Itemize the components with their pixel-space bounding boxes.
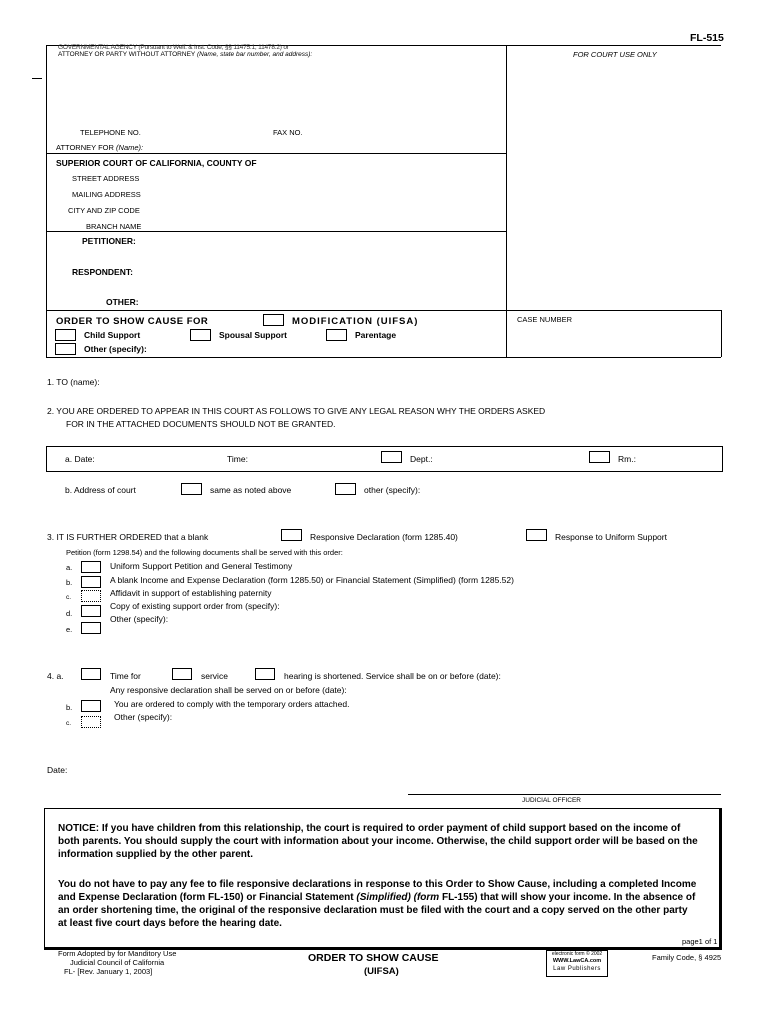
city-zip-label: CITY AND ZIP CODE: [68, 206, 140, 215]
hearing-shortened-label: hearing is shortened. Service shall be on or before (date):: [284, 671, 501, 681]
gov-agency-label: GOVERNMENTAL AGENCY (Pursuant to Welf. & Inst. Code, §§ 11475.1, 11478.2) or: [58, 44, 289, 51]
notice-p2-start: You do not have to pay any fee to file responsive declarations in response to this Order to Show Cause, including a completed Income and Expense Declaration (form FL-150) or Financial Statement: [58, 879, 697, 903]
item4b-letter: b.: [66, 703, 73, 712]
responsive-declaration-label: Responsive Declaration (form 1285.40): [310, 532, 458, 542]
notice-p2-italic: (Simplified) (form: [356, 892, 440, 903]
court-section-rule: [46, 153, 506, 154]
petition-line: Petition (form 1298.54) and the following documents shall be served with this order:: [66, 548, 343, 557]
modification-label: MODIFICATION (UIFSA): [292, 316, 419, 327]
response-uniform-checkbox[interactable]: [526, 529, 547, 541]
item4b-label: You are ordered to comply with the temporary orders attached.: [114, 699, 350, 709]
item3d-checkbox[interactable]: [81, 605, 101, 617]
osc-rule: [46, 310, 721, 311]
modification-checkbox[interactable]: [263, 314, 284, 326]
item3c-checkbox[interactable]: [81, 590, 101, 602]
publisher-stamp: [546, 950, 608, 977]
page-number: page1 of 1: [682, 937, 718, 946]
item4b-checkbox[interactable]: [81, 700, 101, 712]
other-party-label: OTHER:: [106, 297, 139, 307]
child-support-label: Child Support: [84, 330, 141, 340]
parentage-label: Parentage: [355, 330, 397, 340]
other-specify-checkbox[interactable]: [55, 343, 76, 355]
osc-bottom-rule: [46, 357, 721, 358]
item3c-label: Affidavit in support of establishing paternity: [110, 588, 272, 598]
item3b-label: A blank Income and Expense Declaration (form 1285.50) or Financial Statement (Simplified) (form 1285.52): [110, 575, 514, 585]
same-as-checkbox[interactable]: [181, 483, 202, 495]
court-title: SUPERIOR COURT OF CALIFORNIA, COUNTY OF: [56, 158, 257, 168]
case-box-right: [721, 310, 722, 357]
item3e-letter: e.: [66, 625, 73, 634]
item3-label: 3. IT IS FURTHER ORDERED that a blank: [47, 532, 209, 542]
date-label: a. Date:: [65, 454, 95, 464]
item3e-checkbox[interactable]: [81, 622, 101, 634]
item3a-letter: a.: [66, 563, 73, 572]
attorney-label-hint: (Name, state bar number, and address):: [196, 51, 313, 58]
form-number: FL-515: [690, 32, 724, 44]
item3d-letter: d.: [66, 609, 73, 618]
spousal-support-label: Spousal Support: [219, 330, 287, 340]
item3a-checkbox[interactable]: [81, 561, 101, 573]
telephone-label: TELEPHONE NO.: [80, 128, 141, 137]
attorney-for-hint: (Name):: [116, 143, 144, 152]
item4c-checkbox[interactable]: [81, 716, 101, 728]
footer-rule: [46, 947, 721, 948]
osc-for-label: ORDER TO SHOW CAUSE FOR: [56, 316, 209, 327]
attorney-for-label: [56, 143, 143, 152]
notice-paragraph-2: [58, 878, 698, 930]
other-address-checkbox[interactable]: [335, 483, 356, 495]
time-for-label: Time for: [110, 671, 141, 681]
rm-label: Rm.:: [618, 454, 636, 464]
parties-rule: [46, 231, 506, 232]
item3c-letter: c.: [66, 594, 72, 601]
time-for-checkbox[interactable]: [81, 668, 101, 680]
footer-subtitle: (UIFSA): [364, 966, 399, 977]
judicial-council: Judicial Council of California: [70, 958, 165, 967]
item2-line2: FOR IN THE ATTACHED DOCUMENTS SHOULD NOT BE GRANTED.: [66, 419, 336, 429]
response-uniform-label: Response to Uniform Support: [555, 532, 667, 542]
family-code: Family Code, § 4925: [652, 953, 722, 962]
signature-line: [408, 794, 721, 795]
any-responsive-label: Any responsive declaration shall be served on or before (date):: [110, 685, 347, 695]
revision-date: FL- [Rev. January 1, 2003]: [64, 967, 153, 976]
attorney-label-text: ATTORNEY OR PARTY WITHOUT ATTORNEY: [58, 51, 196, 58]
time-label: Time:: [227, 454, 248, 464]
attorney-for-text: ATTORNEY FOR: [56, 143, 114, 152]
to-name-label: 1. TO (name):: [47, 377, 100, 387]
spousal-support-checkbox[interactable]: [190, 329, 211, 341]
parentage-checkbox[interactable]: [326, 329, 347, 341]
other-address-label: other (specify):: [364, 485, 421, 495]
footer-title: ORDER TO SHOW CAUSE: [308, 952, 439, 964]
dept-checkbox[interactable]: [381, 451, 402, 463]
other-specify-label: Other (specify):: [84, 344, 147, 354]
mailing-address-label: MAILING ADDRESS: [72, 190, 141, 199]
case-number-label: CASE NUMBER: [517, 315, 573, 324]
hearing-shortened-checkbox[interactable]: [255, 668, 275, 680]
service-checkbox[interactable]: [172, 668, 192, 680]
notice-paragraph-1: NOTICE: If you have children from this relationship, the court is required to order payment of child support based on the income of both parents. You should supply the court with information about your income. Otherwise, the child support order will be based on the information supplied by the other parent.: [58, 823, 698, 860]
dept-label: Dept.:: [410, 454, 433, 464]
rm-checkbox[interactable]: [589, 451, 610, 463]
respondent-label: RESPONDENT:: [72, 267, 133, 277]
item3b-checkbox[interactable]: [81, 576, 101, 588]
margin-tick: [32, 78, 42, 79]
item3e-label: Other (specify):: [110, 614, 169, 624]
item3b-letter: b.: [66, 578, 73, 587]
petitioner-label: PETITIONER:: [82, 236, 136, 246]
street-address-label: STREET ADDRESS: [72, 174, 140, 183]
stamp-publisher: Law Publishers: [553, 966, 601, 972]
service-label: service: [201, 671, 228, 681]
item3d-label: Copy of existing support order from (specify):: [110, 601, 280, 611]
court-use-only: FOR COURT USE ONLY: [573, 50, 657, 59]
attorney-label: [58, 51, 312, 58]
stamp-copyright: electronic form © 2002: [551, 951, 603, 957]
branch-name-label: BRANCH NAME: [86, 222, 142, 231]
fax-label: FAX NO.: [273, 128, 303, 137]
notice-p2-end: FL-155) that will show your income. In the absence of an order shortening time, the original of the responsive declaration must be filed with the court and a copy served on the other party at least five court days before the hearing date.: [58, 892, 696, 929]
child-support-checkbox[interactable]: [55, 329, 76, 341]
item4c-label: Other (specify):: [114, 712, 173, 722]
item4c-letter: c.: [66, 720, 72, 727]
same-as-label: same as noted above: [210, 485, 292, 495]
responsive-declaration-checkbox[interactable]: [281, 529, 302, 541]
date-signed-label: Date:: [47, 765, 68, 775]
item4-label: 4. a.: [47, 671, 64, 681]
item2-line1: 2. YOU ARE ORDERED TO APPEAR IN THIS COURT AS FOLLOWS TO GIVE ANY LEGAL REASON WHY THE ORDERS ASKED: [47, 406, 546, 416]
address-label: b. Address of court: [65, 485, 136, 495]
judicial-officer-label: JUDICIAL OFFICER: [522, 797, 581, 804]
form-adopted: Form Adopted by for Manditory Use: [58, 949, 177, 958]
stamp-website: WWW.LawCA.com: [552, 958, 602, 964]
item3a-label: Uniform Support Petition and General Testimony: [110, 561, 293, 571]
